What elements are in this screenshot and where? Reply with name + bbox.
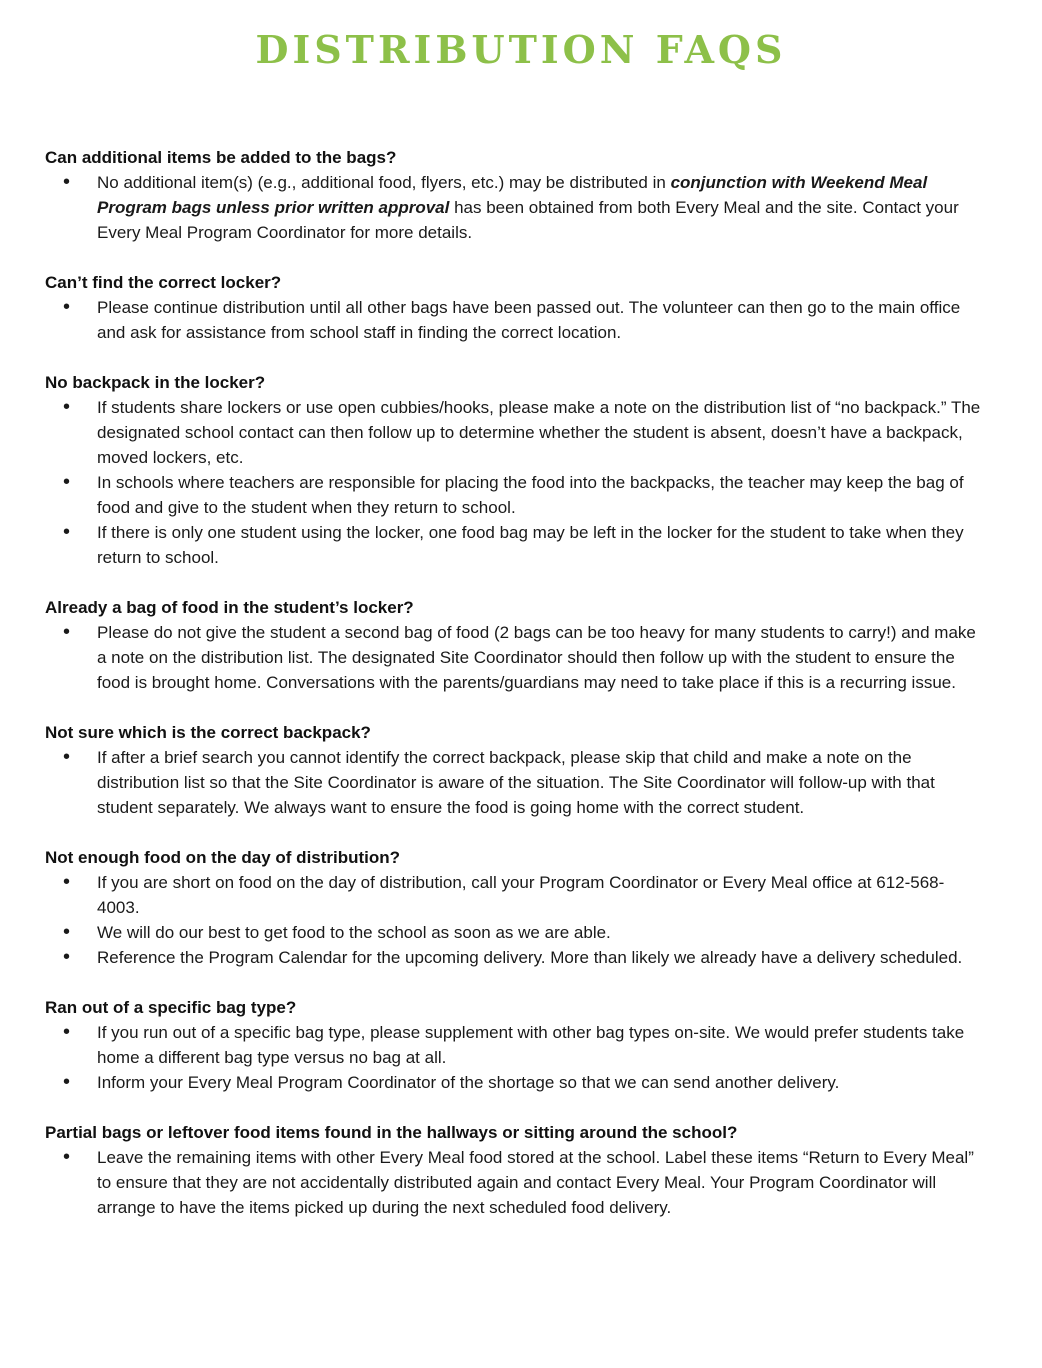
faq-answer-text: Leave the remaining items with other Every Meal food stored at the school. Label these items “Return to Every Meal” to ensure that they are not accidentally distributed again and contact Every Meal. Your Program Coordinator will arrange to have the items picked up during the next scheduled food delivery.: [97, 1148, 974, 1217]
faq-answer-text: Inform your Every Meal Program Coordinator of the shortage so that we can send another delivery.: [97, 1073, 840, 1092]
page-title: DISTRIBUTION FAQS: [255, 27, 787, 72]
bullet-icon: •: [63, 171, 71, 193]
faq-answer: [45, 945, 985, 970]
faq-question: Can’t find the correct locker?: [45, 273, 282, 292]
faq-answer-list: [45, 620, 985, 695]
faq-answer-text: We will do our best to get food to the school as soon as we are able.: [97, 923, 611, 942]
faq-answer: [45, 620, 985, 695]
faq-answer: [45, 870, 985, 920]
bullet-icon: •: [63, 1071, 71, 1093]
bullet-icon: •: [63, 746, 71, 768]
bullet-icon: •: [63, 396, 71, 418]
faq-section: [45, 595, 985, 695]
faq-answer-list: [45, 170, 985, 245]
faq-section: [45, 370, 985, 570]
faq-section: [45, 1120, 985, 1220]
faq-answer-list: [45, 295, 985, 345]
faq-answer: [45, 745, 985, 820]
faq-question: Not sure which is the correct backpack?: [45, 723, 371, 742]
faq-question: Not enough food on the day of distribution?: [45, 848, 401, 867]
faq-answer-text: In schools where teachers are responsible for placing the food into the backpacks, the teacher may keep the bag of food and give to the student when they return to school.: [97, 473, 964, 517]
faq-question: Partial bags or leftover food items found in the hallways or sitting around the school?: [45, 1123, 738, 1142]
bullet-icon: •: [63, 521, 71, 543]
faq-section: [45, 270, 985, 345]
faq-answer: [45, 1145, 985, 1220]
faq-question: No backpack in the locker?: [45, 373, 266, 392]
faq-answer-text: Please do not give the student a second bag of food (2 bags can be too heavy for many students to carry!) and make a note on the distribution list. The designated Site Coordinator should then follow up with the student to ensure the food is brought home. Conversations with the parents/guardians may need to take place if this is a recurring issue.: [97, 623, 976, 692]
faq-question: Can additional items be added to the bags?: [45, 148, 397, 167]
faq-answer-emphasis: conjunction with Weekend Meal Program bags unless prior written approval: [97, 173, 928, 217]
bullet-icon: •: [63, 296, 71, 318]
faq-answer: [45, 920, 985, 945]
faq-answer: [45, 170, 985, 245]
faq-answer-text: Reference the Program Calendar for the upcoming delivery. More than likely we already have a delivery scheduled.: [97, 948, 963, 967]
faq-section: [45, 845, 985, 970]
faq-answer-list: [45, 395, 985, 570]
faq-answer-list: [45, 870, 985, 970]
faq-list: [45, 145, 985, 1245]
bullet-icon: •: [63, 471, 71, 493]
bullet-icon: •: [63, 946, 71, 968]
faq-answer-text: If students share lockers or use open cubbies/hooks, please make a note on the distribution list of “no backpack.” The designated school contact can then follow up to determine whether the student is absent, doesn’t have a backpack, moved lockers, etc.: [97, 398, 981, 467]
faq-answer: [45, 395, 985, 470]
faq-answer: [45, 1070, 985, 1095]
bullet-icon: •: [63, 1021, 71, 1043]
faq-section: [45, 995, 985, 1095]
faq-answer-text: No additional item(s) (e.g., additional food, flyers, etc.) may be distributed in: [97, 173, 671, 192]
faq-answer-text: If you are short on food on the day of distribution, call your Program Coordinator or Every Meal office at 612-568-4003.: [97, 873, 945, 917]
faq-section: [45, 145, 985, 245]
faq-answer-list: [45, 1020, 985, 1095]
faq-answer: [45, 1020, 985, 1070]
bullet-icon: •: [63, 871, 71, 893]
bullet-icon: •: [63, 921, 71, 943]
faq-answer-text: Please continue distribution until all other bags have been passed out. The volunteer can then go to the main office and ask for assistance from school staff in finding the correct location.: [97, 298, 961, 342]
faq-answer: [45, 470, 985, 520]
faq-answer-text: has been obtained from both Every Meal and the site. Contact your Every Meal Program Coordinator for more details.: [97, 198, 959, 242]
faq-answer-text: If there is only one student using the locker, one food bag may be left in the locker for the student to take when they return to school.: [97, 523, 964, 567]
faq-section: [45, 720, 985, 820]
faq-answer: [45, 295, 985, 345]
faq-answer: [45, 520, 985, 570]
faq-answer-list: [45, 745, 985, 820]
faq-answer-list: [45, 1145, 985, 1220]
faq-answer-text: If you run out of a specific bag type, please supplement with other bag types on-site. We would prefer students take home a different bag type versus no bag at all.: [97, 1023, 965, 1067]
bullet-icon: •: [63, 621, 71, 643]
faq-question: Already a bag of food in the student’s locker?: [45, 598, 414, 617]
faq-question: Ran out of a specific bag type?: [45, 998, 297, 1017]
faq-answer-text: If after a brief search you cannot identify the correct backpack, please skip that child and make a note on the distribution list so that the Site Coordinator is aware of the situation. The Site Coordinator will follow-up with that student separately. We always want to ensure the food is going home with the correct student.: [97, 748, 935, 817]
bullet-icon: •: [63, 1146, 71, 1168]
